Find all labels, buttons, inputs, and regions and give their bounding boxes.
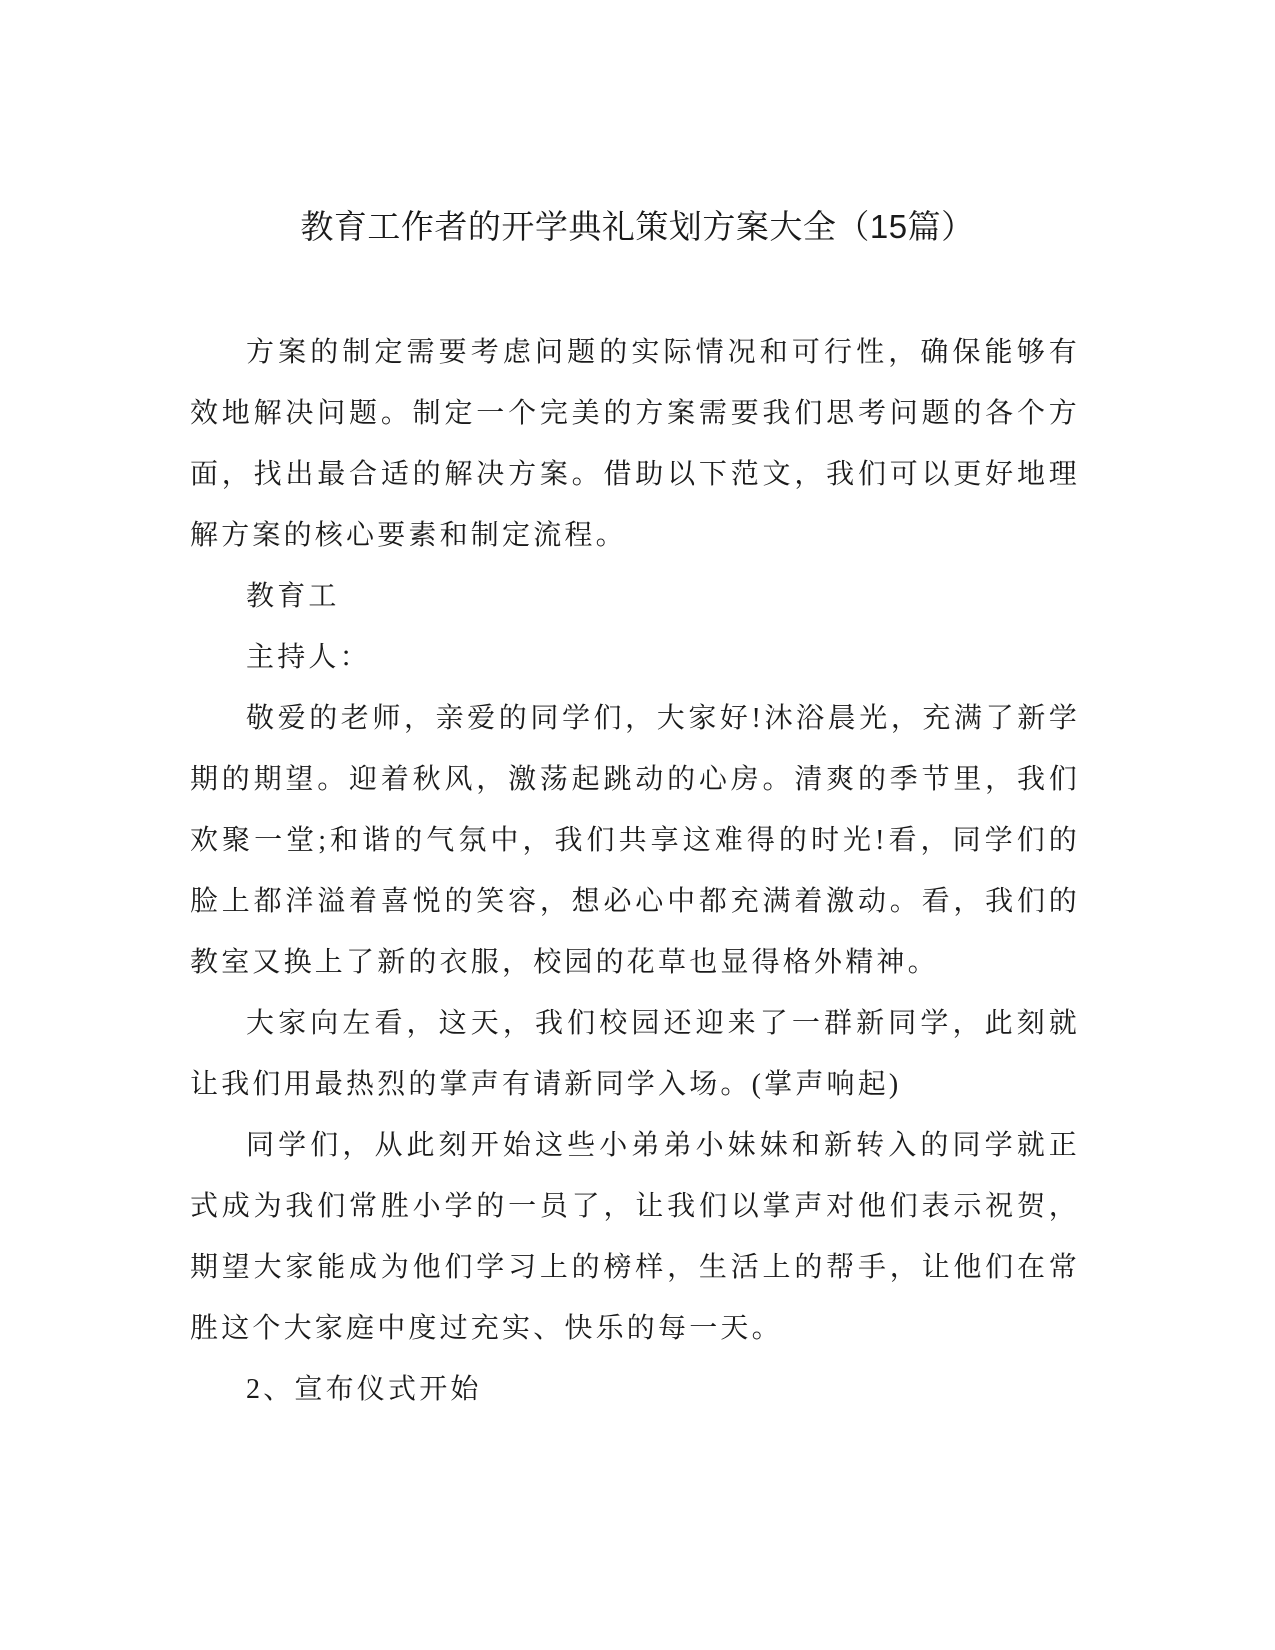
step-heading: 2、宣布仪式开始 [246,1374,482,1405]
speech-paragraph: 敬爱的老师，亲爱的同学们，大家好!沐浴晨光，充满了新学期的期望。迎着秋风，激荡起跳动的心房。清爽的季节里，我们欢聚一堂;和谐的气氛中，我们共享这难得的时光!看，同学们的脸上都洋溢着喜悦的笑容，想必心中都充满着激动。看，我们的教室又换上了新的衣服，校园的花草也显得格外精神。 [190,703,1080,978]
speech-paragraph: 大家向左看，这天，我们校园还迎来了一群新同学，此刻就让我们用最热烈的掌声有请新同学入场。(掌声响起) [190,1008,1080,1100]
speech-paragraph: 同学们，从此刻开始这些小弟弟小妹妹和新转入的同学就正式成为我们常胜小学的一员了，让我们以掌声对他们表示祝贺，期望大家能成为他们学习上的榜样，生活上的帮手，让他们在常胜这个大家庭中度过充实、快乐的每一天。 [190,1130,1080,1344]
document-title: 教育工作者的开学典礼策划方案大全（15篇） [300,208,975,245]
section-heading: 教育工 [246,581,340,612]
intro-paragraph: 方案的制定需要考虑问题的实际情况和可行性，确保能够有效地解决问题。制定一个完美的方案需要我们思考问题的各个方面，找出最合适的解决方案。借助以下范文，我们可以更好地理解方案的核心要素和制定流程。 [190,337,1080,551]
document-body [190,322,1080,1420]
host-label: 主持人： [246,642,371,673]
